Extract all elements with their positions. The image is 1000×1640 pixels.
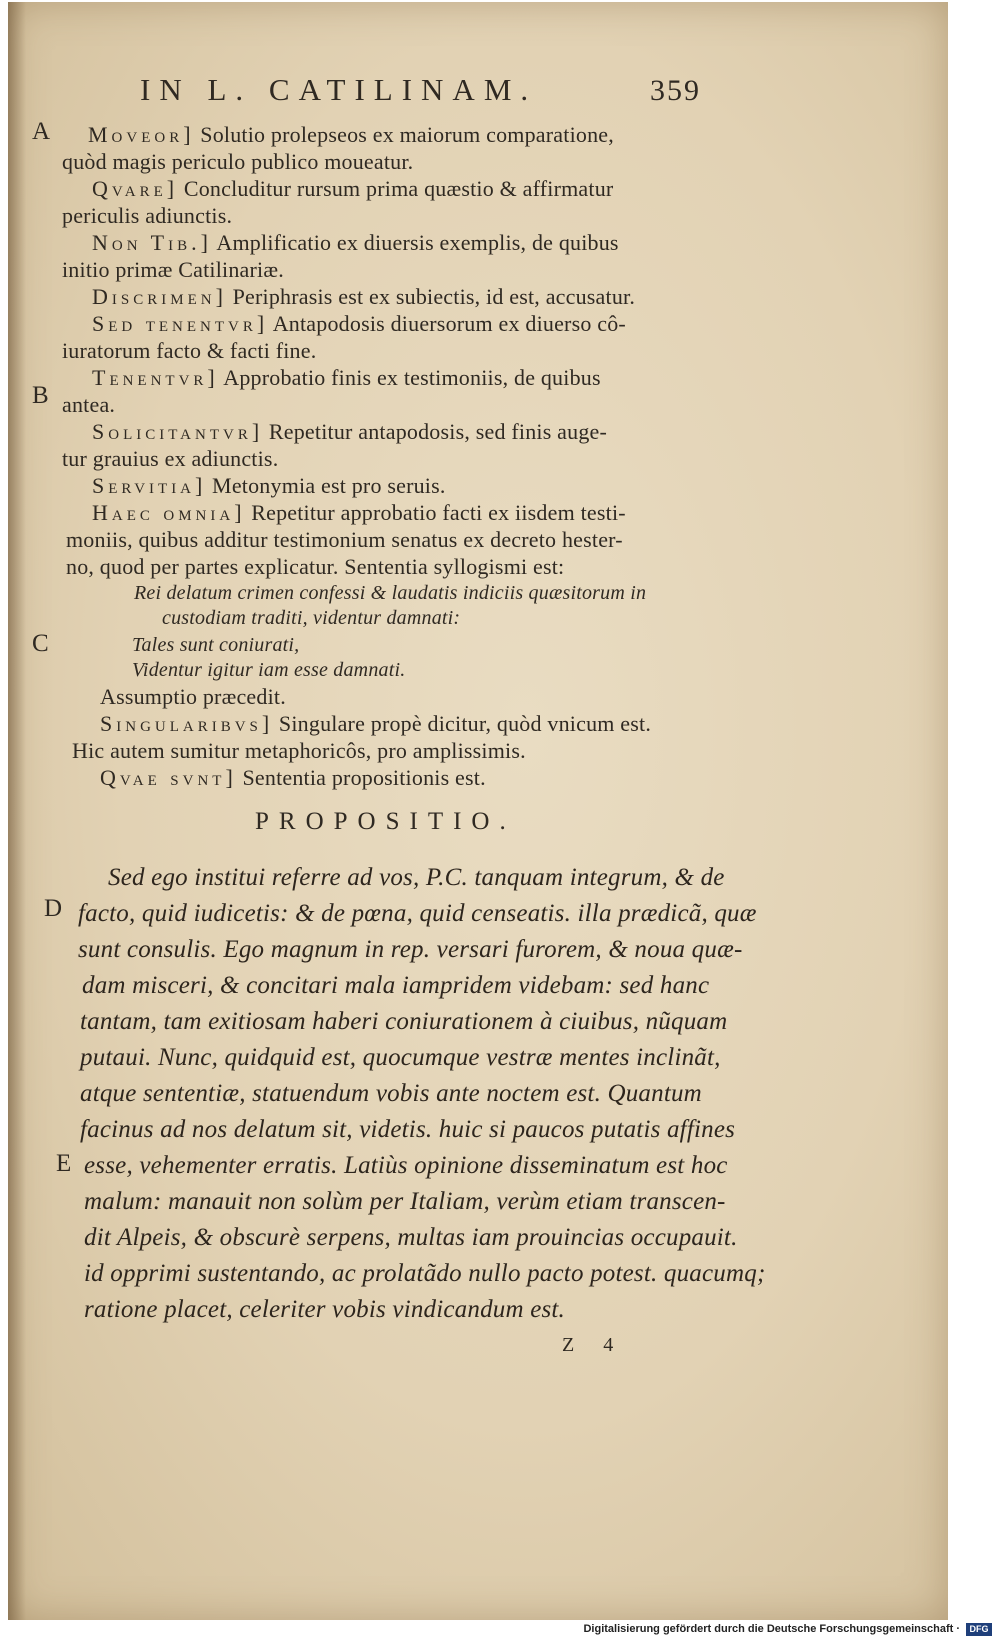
commentary-text: Periphrasis est ex subiectis, id est, accusatur.	[226, 284, 636, 309]
lemma: Solicitantvr]	[92, 419, 264, 444]
lemma: Discrimen]	[92, 284, 227, 309]
commentary-line	[62, 392, 115, 418]
commentary-text: Approbatio finis ex testimoniis, de quibus	[218, 365, 601, 390]
commentary-text: Solutio prolepseos ex maiorum comparatione,	[194, 122, 614, 147]
oration-line: ratione placet, celeriter vobis vindicandum est.	[84, 1296, 566, 1323]
commentary-line	[66, 554, 564, 580]
footer-credit: Digitalisierung gefördert durch die Deutsche Forschungsgemeinschaft ·	[583, 1623, 960, 1635]
syllogism-line: Videntur igitur iam esse damnati.	[132, 659, 406, 681]
oration-line: putaui. Nunc, quidquid est, quocumque vestræ mentes inclinãt,	[80, 1044, 721, 1071]
syllogism-line: Tales sunt coniurati,	[132, 634, 300, 656]
commentary-line	[100, 765, 486, 791]
lemma: Moveor]	[88, 122, 195, 147]
syllogism-line: Rei delatum crimen confessi & laudatis indiciis quæsitorum in	[134, 582, 647, 604]
margin-letter-d: D	[44, 895, 63, 922]
commentary-line	[66, 527, 623, 553]
margin-letter-e: E	[56, 1150, 72, 1177]
oration-line: malum: manauit non solùm per Italiam, verùm etiam transcen-	[84, 1188, 726, 1215]
commentary-text: iuratorum facto & facti fine.	[62, 338, 317, 363]
commentary-text: Sententia propositionis est.	[236, 765, 486, 790]
commentary-text: Repetitur antapodosis, sed finis auge-	[263, 419, 608, 444]
commentary-text: Metonymia est pro seruis.	[206, 473, 446, 498]
commentary-line	[92, 473, 446, 499]
commentary-line	[100, 711, 651, 737]
commentary-line	[92, 365, 601, 391]
margin-letter-a: A	[32, 118, 51, 145]
dfg-logo[interactable]: DFG	[966, 1623, 992, 1636]
oration-line: dam misceri, & concitari mala iampridem videbam: sed hanc	[82, 972, 710, 999]
margin-letter-b: B	[32, 382, 49, 409]
oration-line: facinus ad nos delatum sit, videtis. huic si paucos putatis affines	[80, 1116, 736, 1143]
commentary-line	[92, 230, 619, 256]
oration-line: tantam, tam exitiosam haberi coniurationem à ciuibus, nũquam	[80, 1008, 728, 1035]
commentary-line	[62, 446, 278, 472]
commentary-line	[62, 149, 413, 175]
commentary-text: Hic autem sumitur metaphoricôs, pro amplissimis.	[72, 738, 526, 763]
commentary-line	[92, 311, 626, 337]
lemma: Qvare]	[92, 176, 179, 201]
lemma: Qvae svnt]	[100, 765, 237, 790]
commentary-text: antea.	[62, 392, 116, 417]
oration-line: dit Alpeis, & obscurè serpens, multas iam prouincias occupauit.	[84, 1224, 738, 1251]
commentary-line	[100, 684, 286, 710]
commentary-text: Amplificatio ex diuersis exemplis, de quibus	[211, 230, 619, 255]
gutter-shadow	[8, 2, 26, 1620]
running-head	[0, 72, 1000, 116]
lemma: Servitia]	[92, 473, 207, 498]
oration-line: sunt consulis. Ego magnum in rep. versari furorem, & noua quæ-	[78, 936, 743, 963]
margin-letter-c: C	[32, 630, 49, 657]
commentary-line	[62, 203, 232, 229]
commentary-text: moniis, quibus additur testimonium senatus ex decreto hester-	[66, 527, 623, 552]
oration-line: esse, vehementer erratis. Latiùs opinione disseminatum est hoc	[84, 1152, 728, 1179]
commentary-line	[92, 176, 613, 202]
commentary-line	[92, 419, 607, 445]
commentary-text: Assumptio præcedit.	[100, 684, 286, 709]
oration-line: id opprimi sustentando, ac prolatãdo nullo pacto potest. quacumq;	[84, 1260, 766, 1287]
commentary-line	[72, 738, 526, 764]
oration-line: Sed ego institui referre ad vos, P.C. tanquam integrum, & de	[108, 864, 725, 891]
commentary-line	[62, 338, 316, 364]
lemma: Non Tib.]	[92, 230, 212, 255]
commentary-line	[92, 500, 626, 526]
oration-line: atque sententiæ, statuendum vobis ante noctem est. Quantum	[80, 1080, 702, 1107]
commentary-text: quòd magis periculo publico moueatur.	[62, 149, 414, 174]
section-heading: PROPOSITIO.	[255, 808, 516, 835]
oration-line: facto, quid iudicetis: & de pœna, quid censeatis. illa prædicã, quæ	[78, 900, 757, 927]
commentary-text: periculis adiunctis.	[62, 203, 233, 228]
lemma: Sed tenentvr]	[92, 311, 269, 336]
commentary-line	[62, 257, 284, 283]
signature-mark: Z 4	[562, 1334, 626, 1356]
commentary-text: Concluditur rursum prima quæstio & affirmatur	[178, 176, 614, 201]
running-title: IN L. CATILINAM.	[140, 72, 538, 107]
commentary-text: tur grauius ex adiunctis.	[62, 446, 279, 471]
footer-bar	[0, 1620, 1000, 1640]
lemma: Singularibvs]	[100, 711, 274, 736]
commentary-text: Singulare propè dicitur, quòd vnicum est.	[273, 711, 652, 736]
commentary-text: Antapodosis diuersorum ex diuerso cô-	[268, 311, 626, 336]
commentary-text: initio primæ Catilinariæ.	[62, 257, 284, 282]
lemma: Tenentvr]	[92, 365, 219, 390]
page-number: 359	[650, 74, 701, 107]
commentary-line	[88, 122, 614, 148]
syllogism-line: custodiam traditi, videntur damnati:	[162, 607, 461, 629]
commentary-text: no, quod per partes explicatur. Sententia syllogismi est:	[66, 554, 565, 579]
commentary-line	[92, 284, 635, 310]
commentary-text: Repetitur approbatio facti ex iisdem testi-	[245, 500, 626, 525]
lemma: Haec omnia]	[92, 500, 246, 525]
